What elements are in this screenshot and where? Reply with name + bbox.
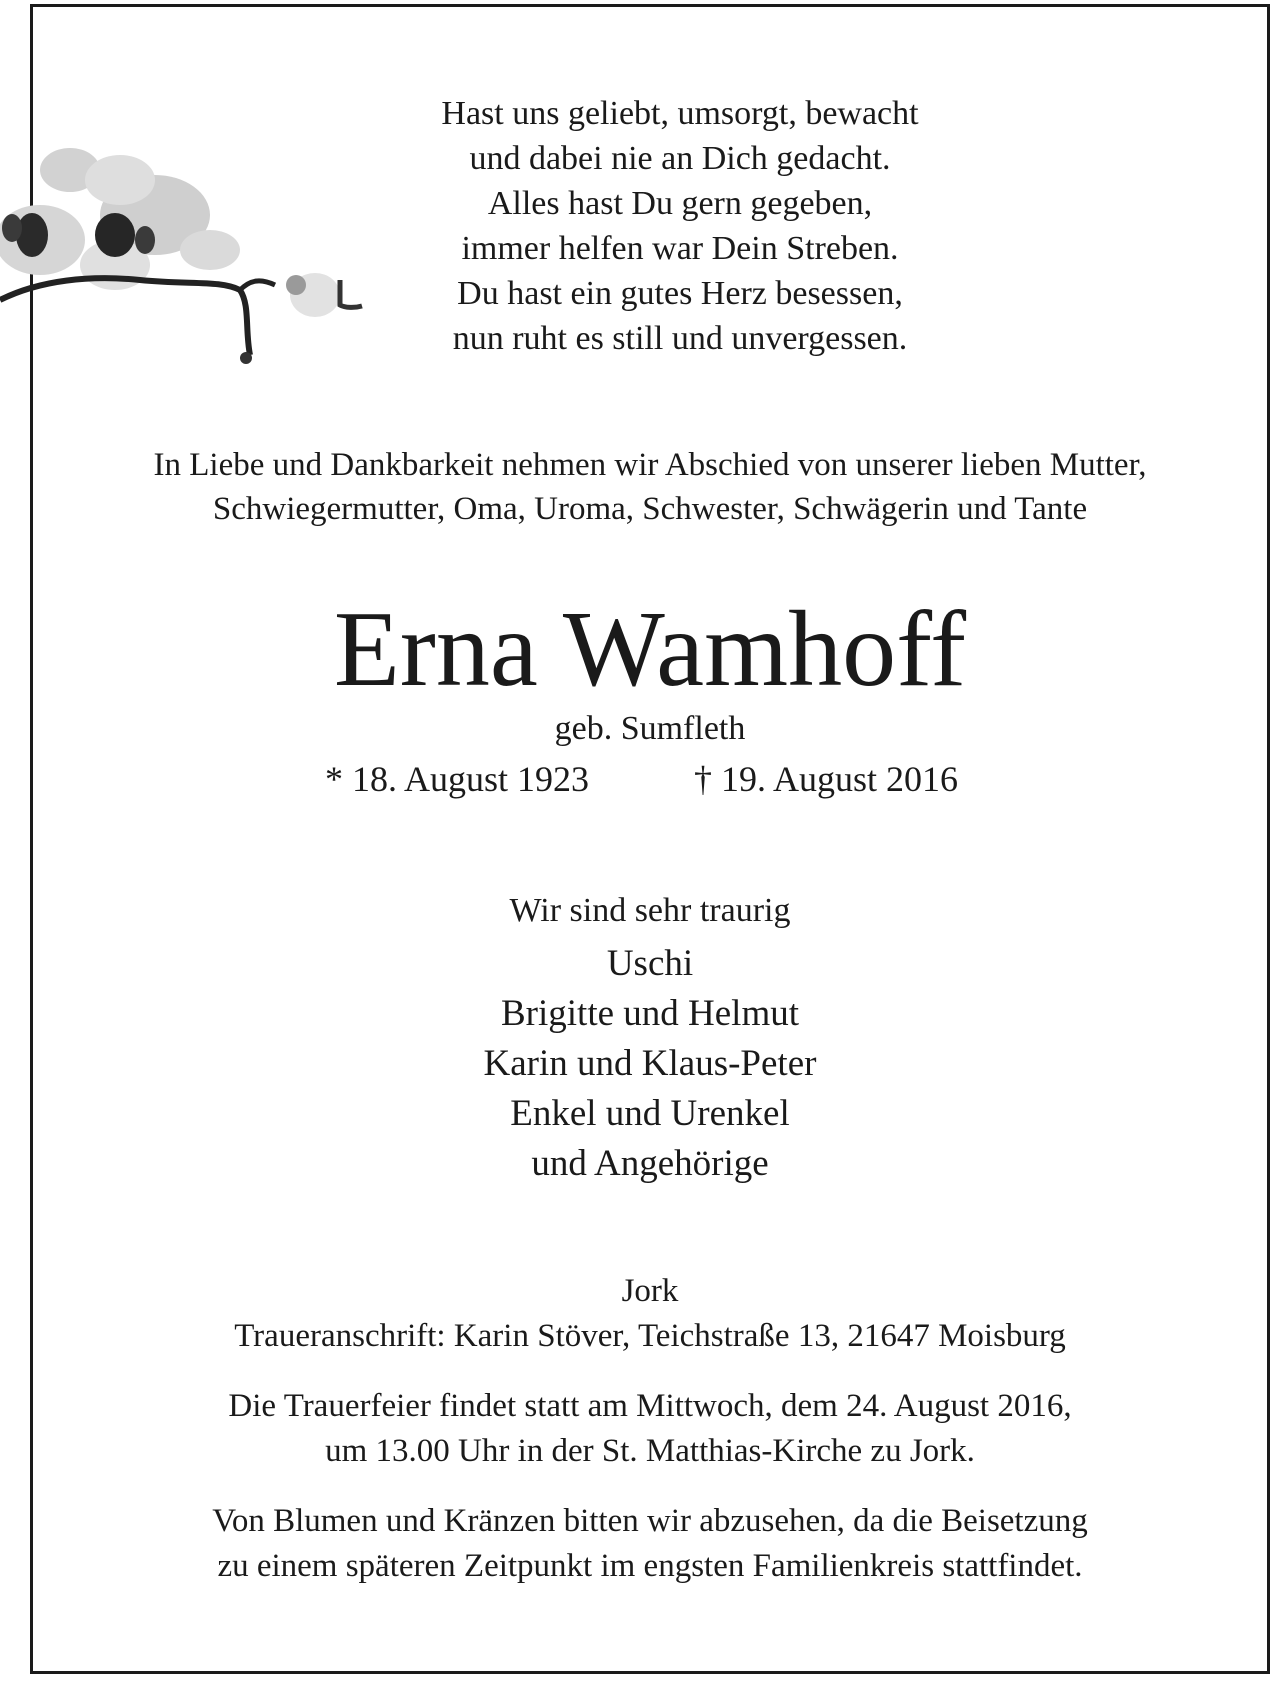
mourner-name: Enkel und Urenkel (510, 1093, 790, 1134)
birth-date: * 18. August 1923 (325, 759, 590, 799)
intro-line: In Liebe und Dankbarkeit nehmen wir Abschied von unserer lieben Mutter, (153, 447, 1147, 483)
birth-name: geb. Sumfleth (554, 710, 746, 747)
poem-line: und dabei nie an Dich gedacht. (469, 140, 891, 177)
mourner-name: und Angehörige (531, 1143, 769, 1184)
place: Jork (621, 1273, 679, 1309)
service-line: Die Trauerfeier findet statt am Mittwoch, dem 24. August 2016, (228, 1388, 1072, 1424)
intro-line: Schwiegermutter, Oma, Uroma, Schwester, Schwägerin und Tante (212, 491, 1088, 527)
service-line: um 13.00 Uhr in der St. Matthias-Kirche zu Jork. (325, 1433, 975, 1469)
mourner-name: Karin und Klaus-Peter (483, 1043, 817, 1084)
poem-line: immer helfen war Dein Streben. (461, 230, 899, 267)
mourner-name: Uschi (606, 943, 694, 984)
deceased-name: Erna Wamhoff (333, 590, 967, 709)
poem-line: nun ruht es still und unvergessen. (452, 320, 908, 357)
life-dates (0, 758, 1280, 808)
poem-line: Du hast ein gutes Herz besessen, (457, 275, 903, 312)
flowers-note-line: Von Blumen und Kränzen bitten wir abzusehen, da die Beisetzung (212, 1503, 1088, 1539)
poem-line: Hast uns geliebt, umsorgt, bewacht (441, 95, 919, 132)
mourning-address: Traueranschrift: Karin Stöver, Teichstraße 13, 21647 Moisburg (234, 1318, 1066, 1354)
poem-line: Alles hast Du gern gegeben, (487, 185, 873, 222)
flowers-note-line: zu einem späteren Zeitpunkt im engsten Familienkreis stattfindet. (217, 1548, 1083, 1584)
mourner-name: Brigitte und Helmut (500, 993, 800, 1034)
death-date: † 19. August 2016 (694, 759, 959, 799)
mourners-heading: Wir sind sehr traurig (509, 892, 791, 929)
